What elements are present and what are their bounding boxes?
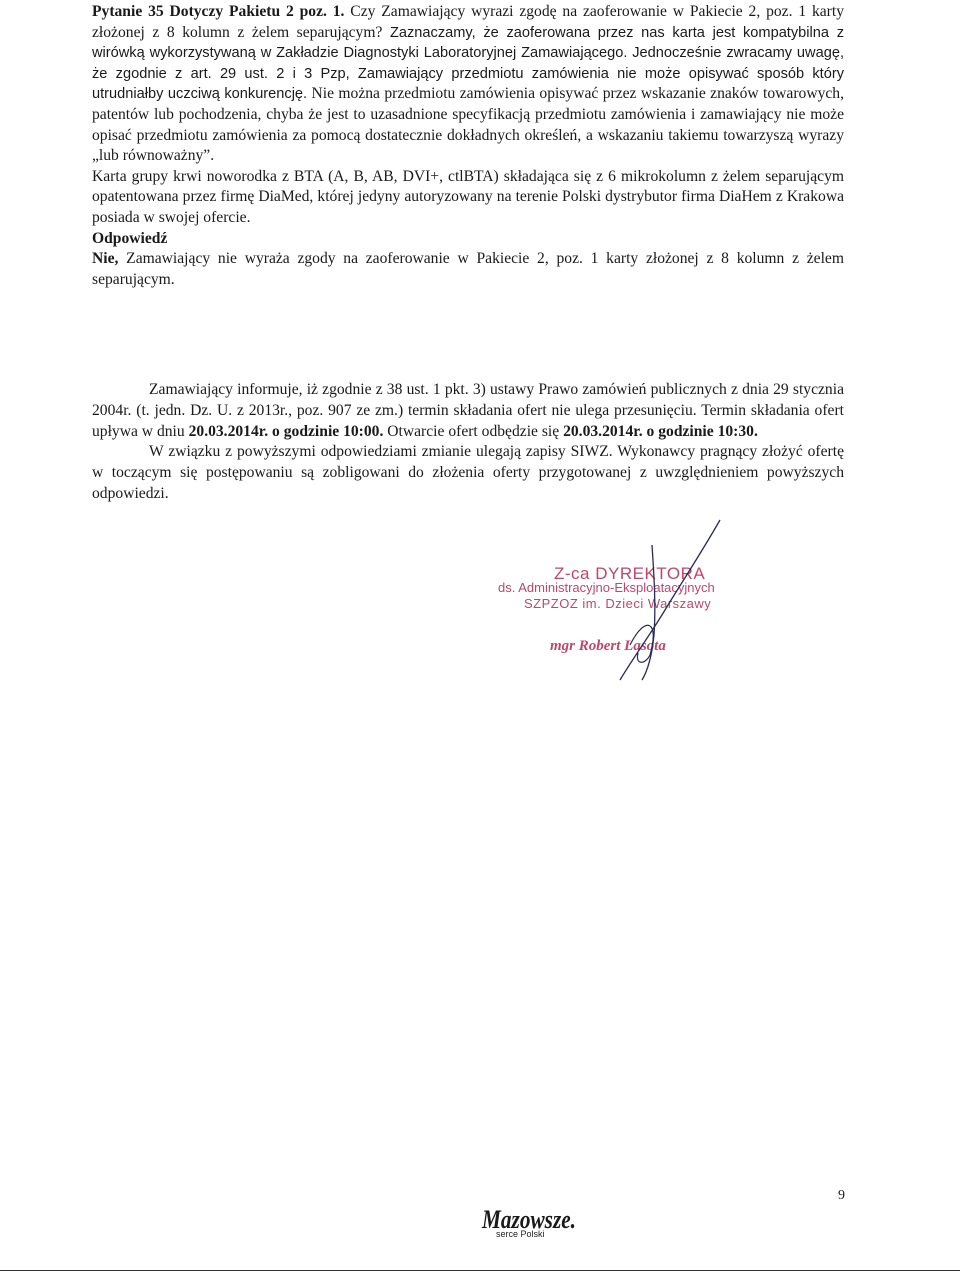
stamp-name: mgr Robert Lasota — [550, 638, 666, 654]
answer-text: Zamawiający nie wyraża zgody na zaoferowanie w Pakiecie 2, poz. 1 karty złożonej z 8 kolumn z żelem separującym. — [92, 250, 844, 288]
info-paragraph-siwz: W związku z powyższymi odpowiedziami zmianie ulegają zapisy SIWZ. Wykonawcy pragnący złożyć ofertę w toczącym się postępowaniu są zobligowani do złożenia oferty przygotowanej z uwzględnieniem powyższych odpowiedzi. — [92, 443, 844, 502]
stamp-title: Z-ca DYREKTORA — [554, 564, 706, 583]
handwritten-signature — [590, 515, 730, 685]
stamp-institution: SZPZOZ im. Dzieci Warszawy — [524, 596, 712, 611]
question-lead: Czy Zamawiający wyrazi zgodę na zaoferowanie w Pakiecie 2, poz. 1 karty złożonej z 8 kolumn z żelem separującym? — [92, 3, 844, 41]
svg-text:Mazowsze.: Mazowsze. — [481, 1205, 576, 1234]
stamp-department: ds. Administracyjno-Eksploatacyjnych — [498, 580, 715, 595]
karta-paragraph: Karta grupy krwi noworodka z BTA (A, B, AB, DVI+, ctlBTA) składająca się z 6 mikrokolumn z żelem separującym opatentowana przez firmę DiaMed, której jedyny autoryzowany na terenie Polski dystrybutor firma DiaHem z Krakowa posiada w swojej ofercie. — [92, 167, 844, 226]
page-number: 9 — [838, 1188, 845, 1203]
deadline-date: 20.03.2014r. o godzinie 10:00. — [188, 422, 384, 440]
question-heading: Pytanie 35 Dotyczy Pakietu 2 poz. 1. — [92, 3, 345, 20]
answer-heading: Odpowiedź — [92, 229, 168, 247]
opening-date: 20.03.2014r. o godzinie 10:30. — [563, 422, 758, 440]
logo-tagline: serce Polski — [496, 1229, 545, 1239]
info-text-b: Otwarcie ofert odbędzie się — [387, 422, 560, 440]
bottom-rule — [0, 1270, 960, 1271]
question-block — [92, 2, 844, 290]
answer-paragraph — [92, 249, 844, 290]
question-sans-text: Zaznaczamy, że zaoferowana przez nas karta jest kompatybilna z wirówką wykorzystywaną w Zakładzie Diagnostyki Laboratoryjnej Zamawiającego. Jednocześnie zwracamy uwagę, że zgodnie z art. 29 ust. 2 i 3 Pzp, Zamawiający przedmiotu zamówienia nie może opisywać sposób który utrudniałby uczciwą konkurencję. — [92, 24, 845, 103]
question-paragraph — [92, 2, 844, 167]
question-serif-text: Nie można przedmiotu zamówienia opisywać przez wskazanie znaków towarowych, patentów lub pochodzenia, chyba że jest to uzasadnione specyfikacją przedmiotu zamówienia i zamawiający nie może opisać przedmiotu zamówienia za pomocą dostatecznie dokładnych określeń, a wskazaniu takiemu towarzyszą wyrazy „lub równoważny”. — [92, 85, 844, 165]
info-text-a: Zamawiający informuje, iż zgodnie z 38 ust. 1 pkt. 3) ustawy Prawo zamówień publicznych z dnia 29 stycznia 2004r. (t. jedn. Dz. U. z 2013r., poz. 907 ze zm.) termin składania ofert nie ulega przesunięciu. Termin składania ofert upływa w dniu — [92, 381, 844, 440]
info-paragraph-deadline — [92, 380, 844, 442]
info-block — [92, 380, 844, 505]
answer-lead: Nie, — [92, 250, 119, 268]
